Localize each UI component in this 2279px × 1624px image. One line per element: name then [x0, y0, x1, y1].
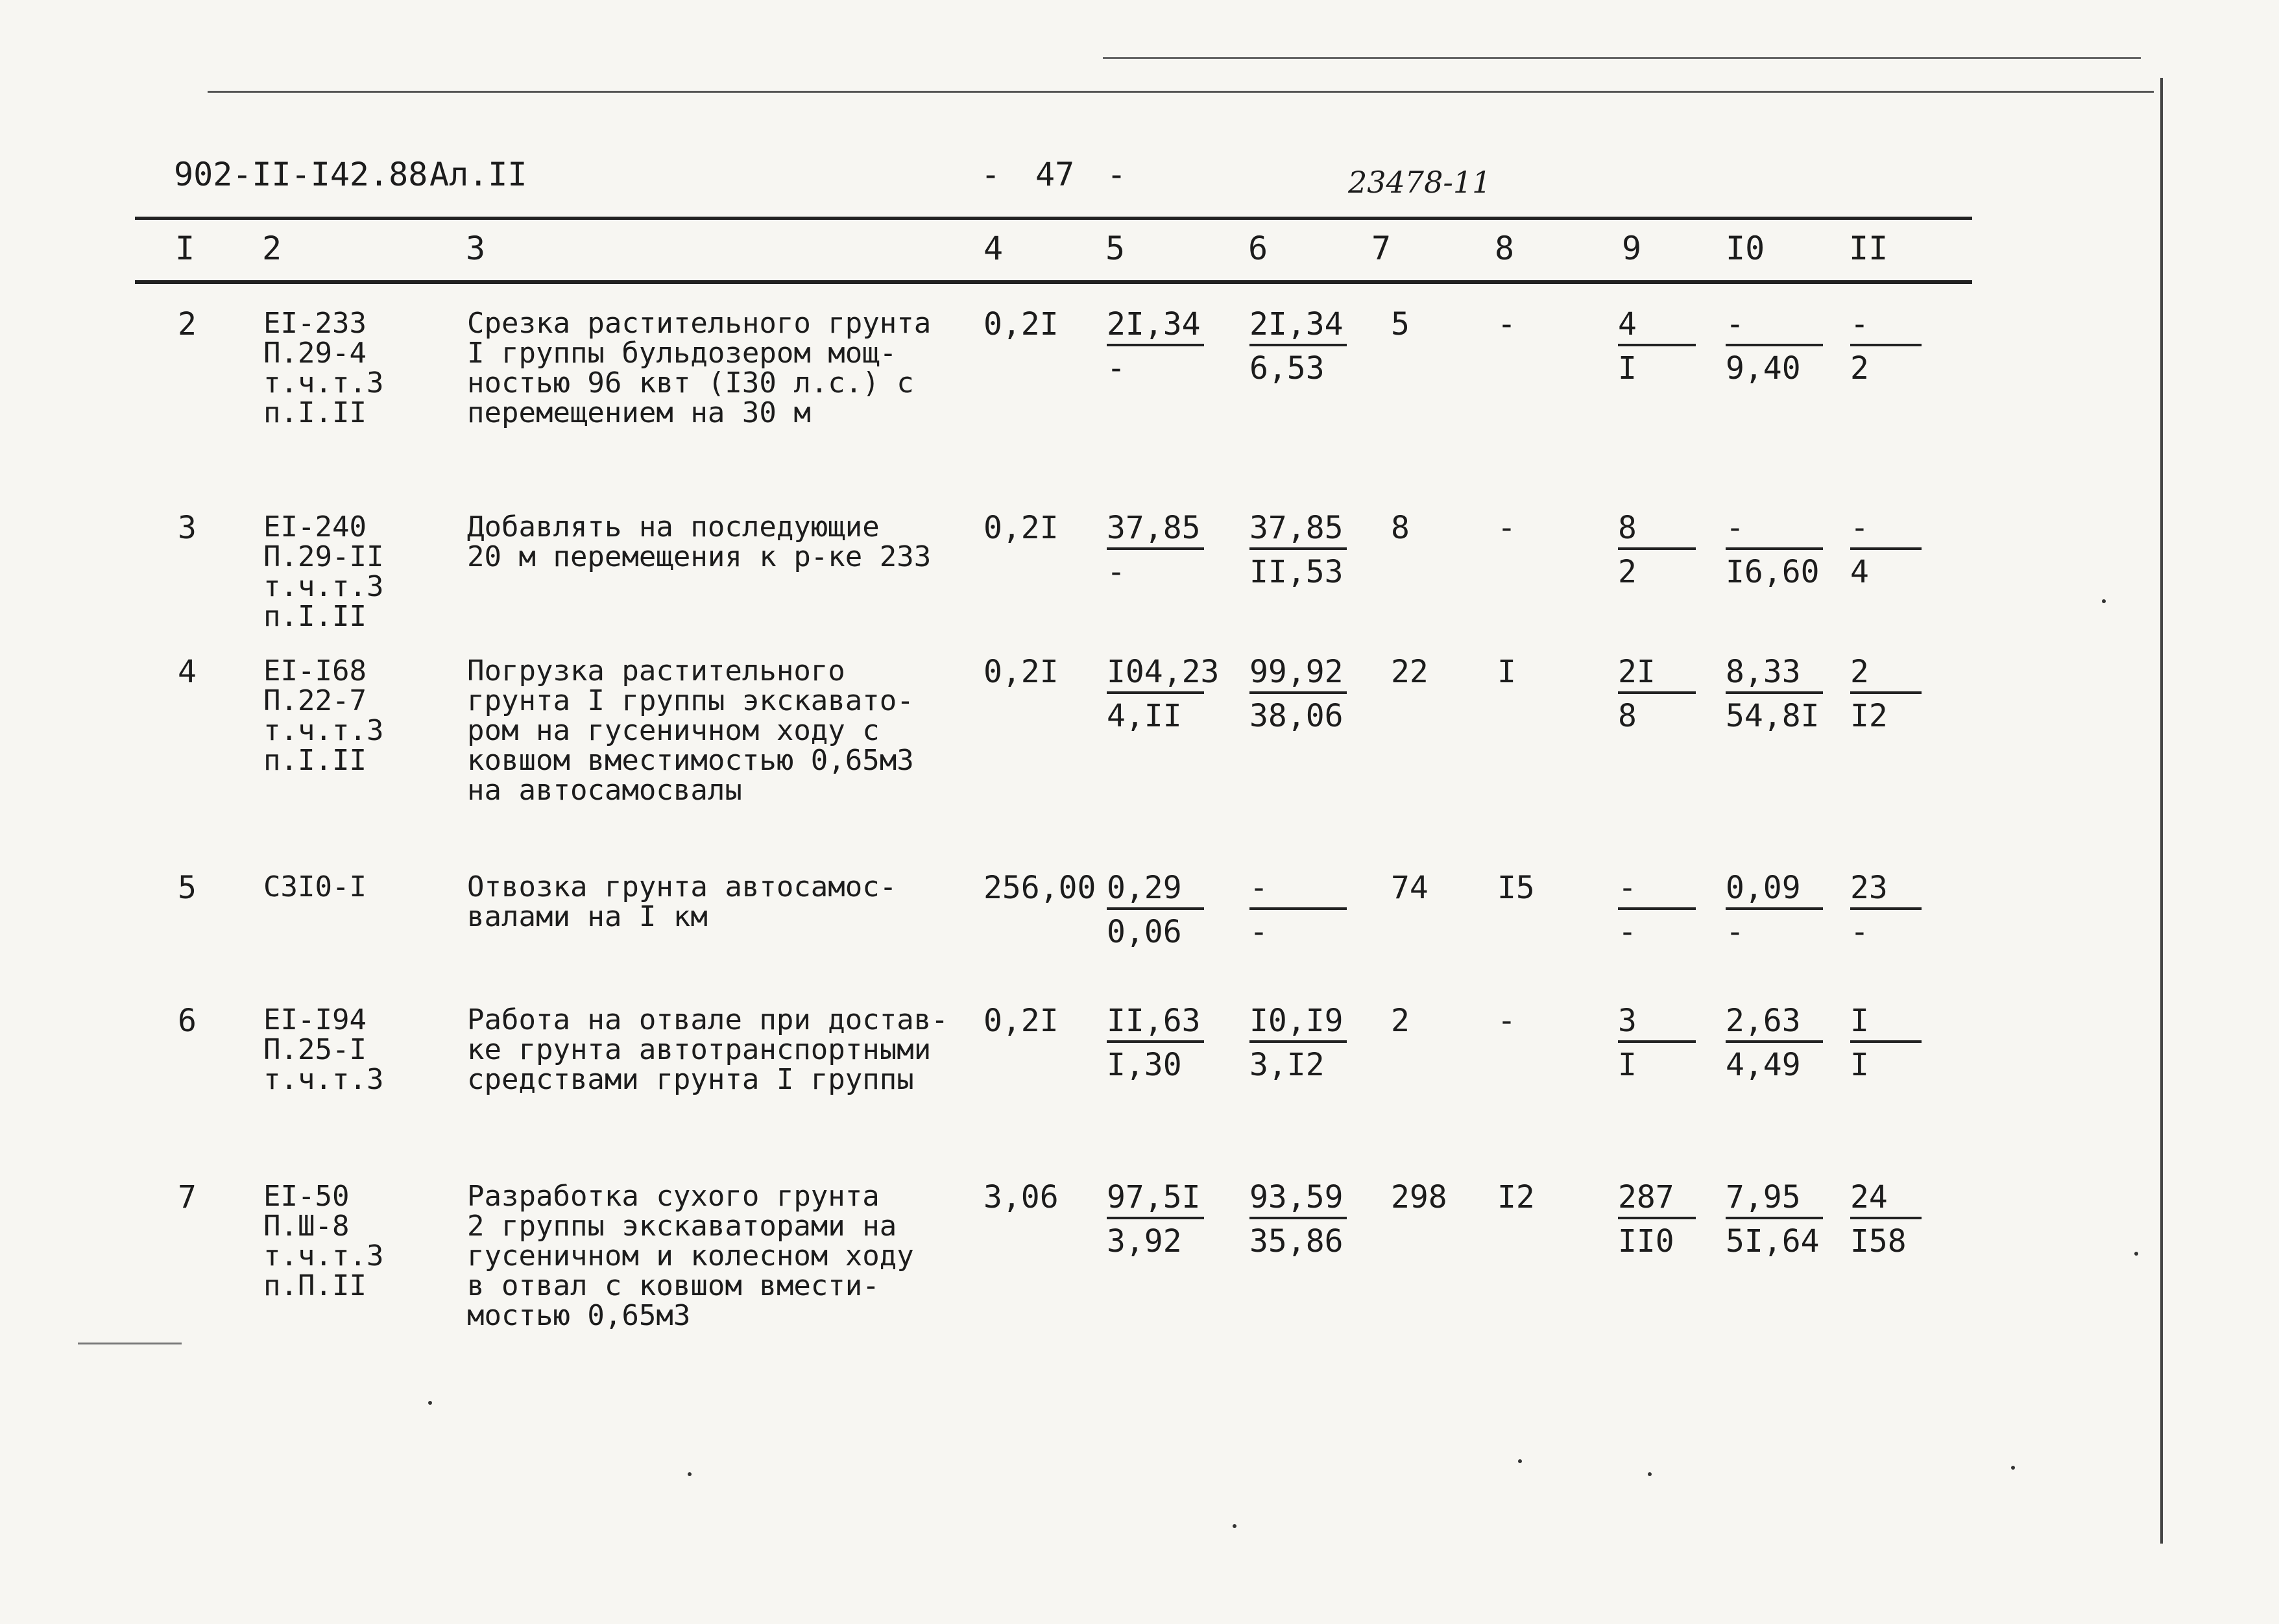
- c10-fraction: [1726, 1179, 1823, 1260]
- row-number: 5: [178, 870, 197, 906]
- c6-fraction: [1249, 1005, 1347, 1081]
- col7-value: 5: [1391, 306, 1410, 342]
- rate-code-line: п.I.II: [263, 744, 367, 777]
- c6-fraction: [1249, 306, 1347, 387]
- col4-value: 0,2I: [983, 1003, 1059, 1039]
- col7-value: 74: [1391, 870, 1429, 906]
- work-description-line: I группы бульдозером мощ-: [467, 337, 897, 370]
- c9-bottom-value: 8: [1618, 698, 1637, 734]
- col-head-11: II: [1849, 230, 1888, 267]
- rate-code-line: ЕI-I94: [263, 1003, 367, 1036]
- col-head-5: 5: [1105, 230, 1126, 267]
- work-description-line: ром на гусеничном ходу с: [467, 714, 880, 747]
- c6-fraction: [1249, 512, 1347, 588]
- c9-fraction: [1618, 512, 1696, 588]
- c9-top-value: 3: [1618, 1005, 1696, 1043]
- c5-fraction: [1107, 872, 1204, 948]
- col7-value: 2: [1391, 1003, 1410, 1039]
- c10-top-value: 0,09: [1726, 872, 1823, 910]
- c10-bottom-value: -: [1726, 914, 1744, 950]
- c10-top-value: -: [1726, 512, 1823, 550]
- row-number: 4: [178, 654, 197, 690]
- c6-bottom-value: 3,I2: [1249, 1047, 1325, 1083]
- c9-bottom-value: 2: [1618, 554, 1637, 590]
- c11-top-value: 2: [1850, 656, 1922, 694]
- row-number: 2: [178, 306, 197, 342]
- c9-top-value: 287: [1618, 1182, 1696, 1219]
- work-description-line: Добавлять на последующие: [467, 510, 880, 543]
- table-header-rule: [135, 280, 1972, 284]
- c11-fraction: [1850, 872, 1922, 948]
- c9-bottom-value: -: [1618, 914, 1637, 950]
- work-description-line: Срезка растительного грунта: [467, 307, 932, 340]
- c6-bottom-value: 6,53: [1249, 350, 1325, 387]
- c5-top-value: I04,23: [1107, 656, 1204, 694]
- page-dash-left: -: [981, 156, 1001, 193]
- c11-bottom-value: I58: [1850, 1223, 1907, 1260]
- col8-value: -: [1497, 306, 1516, 342]
- c11-top-value: -: [1850, 309, 1922, 346]
- c6-top-value: I0,I9: [1249, 1005, 1347, 1043]
- c9-fraction: [1618, 656, 1696, 732]
- scan-speck: [1518, 1459, 1522, 1463]
- row-number: 7: [178, 1179, 197, 1215]
- c6-bottom-value: -: [1249, 914, 1268, 950]
- rate-code-line: П.25-I: [263, 1033, 367, 1066]
- scan-speck: [688, 1472, 692, 1476]
- c5-top-value: 97,5I: [1107, 1182, 1204, 1219]
- c10-fraction: [1726, 656, 1823, 732]
- handwritten-number: 23478-11: [1348, 165, 1491, 200]
- c11-bottom-value: 2: [1850, 350, 1869, 387]
- col7-value: 298: [1391, 1179, 1447, 1215]
- work-description-line: ностью 96 квт (I30 л.с.) с: [467, 366, 914, 400]
- work-description-line: грунта I группы экскавато-: [467, 684, 914, 717]
- c11-top-value: I: [1850, 1005, 1922, 1043]
- album-label: Ал.II: [429, 156, 527, 193]
- rate-code-line: П.Ш-8: [263, 1210, 350, 1243]
- c11-top-value: 23: [1850, 872, 1922, 910]
- c11-fraction: [1850, 512, 1922, 588]
- c10-top-value: 7,95: [1726, 1182, 1823, 1219]
- c11-fraction: [1850, 306, 1922, 387]
- page-dash-right: -: [1107, 156, 1127, 193]
- rate-code-line: п.I.II: [263, 396, 367, 429]
- c10-bottom-value: 5I,64: [1726, 1223, 1820, 1260]
- doc-code: 902-II-I42.88: [174, 156, 428, 193]
- scan-top-border-2: [1103, 57, 2141, 59]
- rate-code-line: т.ч.т.3: [263, 366, 384, 400]
- c9-fraction: [1618, 1005, 1696, 1081]
- c11-top-value: -: [1850, 512, 1922, 550]
- c9-bottom-value: I: [1618, 1047, 1637, 1083]
- c5-bottom-value: 4,II: [1107, 698, 1182, 734]
- c11-top-value: 24: [1850, 1182, 1922, 1219]
- col-head-7: 7: [1371, 230, 1392, 267]
- c11-bottom-value: I2: [1850, 698, 1888, 734]
- rate-code-line: т.ч.т.3: [263, 570, 384, 603]
- col-head-8: 8: [1495, 230, 1515, 267]
- c5-fraction: [1107, 654, 1220, 734]
- scan-speck: [1233, 1524, 1236, 1528]
- scan-speck: [2134, 1252, 2138, 1256]
- col8-value: -: [1497, 510, 1516, 546]
- col-head-1: I: [175, 230, 195, 267]
- col7-value: 22: [1391, 654, 1429, 690]
- work-description-line: в отвал с ковшом вмести-: [467, 1269, 880, 1302]
- c10-bottom-value: I6,60: [1726, 554, 1820, 590]
- c5-top-value: 2I,34: [1107, 309, 1204, 346]
- c10-bottom-value: 54,8I: [1726, 698, 1820, 734]
- c9-fraction: [1618, 1179, 1696, 1260]
- c5-bottom-value: I,30: [1107, 1047, 1182, 1083]
- row-number: 6: [178, 1003, 197, 1039]
- c10-top-value: 2,63: [1726, 1005, 1823, 1043]
- work-description-line: перемещением на 30 м: [467, 396, 811, 429]
- c10-bottom-value: 9,40: [1726, 350, 1801, 387]
- c10-fraction: [1726, 512, 1823, 588]
- c5-bottom-value: 0,06: [1107, 914, 1182, 950]
- c5-fraction: [1107, 1005, 1204, 1081]
- work-description-line: ковшом вместимостью 0,65м3: [467, 744, 914, 777]
- c9-bottom-value: II0: [1618, 1223, 1674, 1260]
- col-head-6: 6: [1248, 230, 1268, 267]
- work-description-line: 20 м перемещения к р-ке 233: [467, 540, 932, 573]
- rate-code-line: т.ч.т.3: [263, 714, 384, 747]
- c10-bottom-value: 4,49: [1726, 1047, 1801, 1083]
- rate-code-line: п.П.II: [263, 1269, 367, 1302]
- c5-fraction: [1107, 306, 1204, 387]
- c10-top-value: 8,33: [1726, 656, 1823, 694]
- c11-bottom-value: I: [1850, 1047, 1869, 1083]
- c9-top-value: 4: [1618, 309, 1696, 346]
- scan-left-mark: [78, 1343, 182, 1344]
- scan-speck: [2102, 599, 2106, 603]
- col-head-10: I0: [1726, 230, 1765, 267]
- c6-fraction: [1249, 872, 1347, 948]
- col8-value: -: [1497, 1003, 1516, 1039]
- c11-fraction: [1850, 1179, 1922, 1260]
- work-description-line: на автосамосвалы: [467, 774, 742, 807]
- work-description-line: Погрузка растительного: [467, 654, 845, 687]
- col-head-4: 4: [983, 230, 1004, 267]
- c10-fraction: [1726, 306, 1823, 387]
- c6-fraction: [1249, 656, 1347, 732]
- rate-code-line: ЕI-233: [263, 307, 367, 340]
- col4-value: 3,06: [983, 1179, 1059, 1215]
- c11-fraction: [1850, 1005, 1922, 1081]
- work-description-line: 2 группы экскаваторами на: [467, 1210, 897, 1243]
- c6-fraction: [1249, 1179, 1347, 1260]
- scan-top-border: [208, 91, 2154, 93]
- col8-value: I: [1497, 654, 1516, 690]
- c10-fraction: [1726, 1005, 1823, 1081]
- work-description-line: Разработка сухого грунта: [467, 1180, 880, 1213]
- rate-code-line: ЕI-50: [263, 1180, 350, 1213]
- scan-speck: [2011, 1466, 2015, 1470]
- work-description-line: средствами грунта I группы: [467, 1063, 914, 1096]
- col4-value: 0,2I: [983, 510, 1059, 546]
- c5-bottom-value: -: [1107, 554, 1126, 590]
- col4-value: 256,00: [983, 870, 1096, 906]
- c9-fraction: [1618, 306, 1696, 387]
- c5-top-value: II,63: [1107, 1005, 1204, 1043]
- rate-code-line: т.ч.т.3: [263, 1063, 384, 1096]
- c6-top-value: 2I,34: [1249, 309, 1347, 346]
- work-description-line: валами на I км: [467, 900, 708, 933]
- c11-bottom-value: -: [1850, 914, 1869, 950]
- rate-code-line: ЕI-I68: [263, 654, 367, 687]
- c6-top-value: 37,85: [1249, 512, 1347, 550]
- work-description-line: мостью 0,65м3: [467, 1299, 691, 1332]
- c6-bottom-value: 38,06: [1249, 698, 1344, 734]
- c6-top-value: -: [1249, 872, 1347, 910]
- rate-code-line: СЗI0-I: [263, 870, 367, 903]
- table-top-rule: [135, 217, 1972, 220]
- c6-bottom-value: II,53: [1249, 554, 1344, 590]
- rate-code-line: ЕI-240: [263, 510, 367, 543]
- c10-top-value: -: [1726, 309, 1823, 346]
- c11-bottom-value: 4: [1850, 554, 1869, 590]
- c5-fraction: [1107, 1179, 1204, 1260]
- col8-value: I5: [1497, 870, 1535, 906]
- rate-code-line: т.ч.т.3: [263, 1239, 384, 1272]
- col4-value: 0,2I: [983, 306, 1059, 342]
- c5-bottom-value: -: [1107, 350, 1126, 387]
- c9-bottom-value: I: [1618, 350, 1637, 387]
- work-description-line: гусеничном и колесном ходу: [467, 1239, 914, 1272]
- c6-top-value: 99,92: [1249, 656, 1347, 694]
- page-number: 47: [1035, 156, 1075, 193]
- scan-speck: [428, 1401, 432, 1405]
- rate-code-line: П.29-II: [263, 540, 384, 573]
- col8-value: I2: [1497, 1179, 1535, 1215]
- col4-value: 0,2I: [983, 654, 1059, 690]
- work-description-line: Работа на отвале при достав-: [467, 1003, 948, 1036]
- rate-code-line: п.I.II: [263, 600, 367, 633]
- scan-right-edge: [2160, 78, 2163, 1544]
- rate-code-line: П.22-7: [263, 684, 367, 717]
- rate-code-line: П.29-4: [263, 337, 367, 370]
- c9-top-value: 2I: [1618, 656, 1696, 694]
- c5-top-value: 37,85: [1107, 512, 1204, 550]
- c5-top-value: 0,29: [1107, 872, 1204, 910]
- col-head-2: 2: [262, 230, 282, 267]
- c6-bottom-value: 35,86: [1249, 1223, 1344, 1260]
- c9-top-value: -: [1618, 872, 1696, 910]
- col-head-3: 3: [466, 230, 486, 267]
- scan-speck: [1648, 1472, 1652, 1476]
- c5-fraction: [1107, 512, 1204, 588]
- col7-value: 8: [1391, 510, 1410, 546]
- work-description-line: ке грунта автотранспортными: [467, 1033, 932, 1066]
- c11-fraction: [1850, 656, 1922, 732]
- row-number: 3: [178, 510, 197, 546]
- c5-bottom-value: 3,92: [1107, 1223, 1182, 1260]
- c10-fraction: [1726, 872, 1823, 948]
- work-description-line: Отвозка грунта автосамос-: [467, 870, 897, 903]
- c9-top-value: 8: [1618, 512, 1696, 550]
- col-head-9: 9: [1622, 230, 1642, 267]
- c9-fraction: [1618, 872, 1696, 948]
- c6-top-value: 93,59: [1249, 1182, 1347, 1219]
